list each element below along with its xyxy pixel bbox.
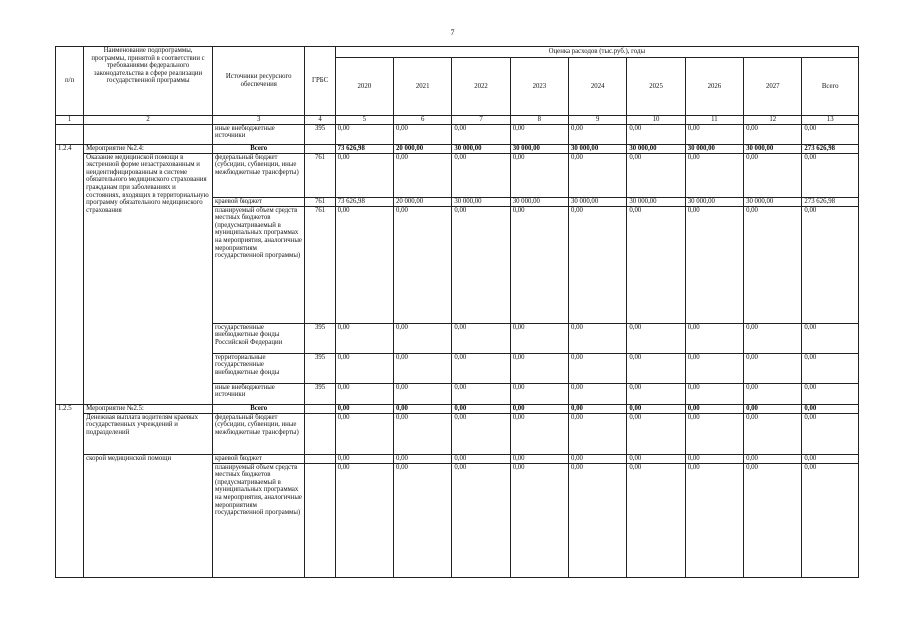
index-cell: 9 — [569, 116, 627, 125]
value-cell: 0,00 — [802, 454, 859, 463]
value-cell: 0,00 — [394, 454, 452, 463]
value-cell: 0,00 — [394, 463, 452, 577]
source-cell: планируемый объем средств местных бюджетов (предусматриваемый в муниципальных программах на мероприятия, аналогичные мероприятиям государственной программы) — [212, 463, 305, 577]
source-cell: Всего — [212, 144, 305, 153]
value-cell: 0,00 — [744, 383, 802, 404]
value-cell: 0,00 — [685, 404, 743, 413]
table-row — [56, 413, 859, 454]
measure-title: Мероприятие №2.5: — [84, 404, 213, 413]
value-cell: 30 000,00 — [452, 197, 510, 206]
grbs-cell — [305, 454, 335, 463]
value-cell: 0,00 — [452, 323, 510, 353]
value-cell: 0,00 — [335, 206, 393, 323]
value-cell: 0,00 — [452, 383, 510, 404]
grbs-cell — [305, 463, 335, 577]
value-cell: 0,00 — [394, 353, 452, 383]
value-cell: 0,00 — [569, 383, 627, 404]
value-cell: 30 000,00 — [510, 144, 568, 153]
value-cell: 0,00 — [394, 404, 452, 413]
value-cell: 0,00 — [394, 383, 452, 404]
source-cell: государственные внебюджетные фонды Российской Федерации — [212, 323, 305, 353]
value-cell: 0,00 — [452, 153, 510, 197]
value-cell: 0,00 — [627, 454, 685, 463]
value-cell: 73 626,98 — [335, 197, 393, 206]
value-cell: 30 000,00 — [627, 144, 685, 153]
value-cell: 0,00 — [744, 454, 802, 463]
value-cell: 30 000,00 — [627, 197, 685, 206]
expense-table — [55, 46, 859, 578]
header-year: 2021 — [394, 58, 452, 116]
value-cell: 30 000,00 — [510, 197, 568, 206]
grbs-cell: 395 — [305, 383, 335, 404]
grbs-cell: 761 — [305, 153, 335, 197]
value-cell: 0,00 — [569, 353, 627, 383]
value-cell: 0,00 — [335, 153, 393, 197]
value-cell: 30 000,00 — [685, 197, 743, 206]
value-cell: 0,00 — [510, 353, 568, 383]
value-cell: 20 000,00 — [394, 197, 452, 206]
value-cell: 273 626,98 — [802, 197, 859, 206]
value-cell: 30 000,00 — [744, 197, 802, 206]
source-cell: краевой бюджет — [212, 454, 305, 463]
value-cell: 0,00 — [744, 404, 802, 413]
value-cell: 0,00 — [802, 463, 859, 577]
value-cell: 0,00 — [569, 206, 627, 323]
value-cell: 0,00 — [510, 383, 568, 404]
value-cell: 0,00 — [627, 124, 685, 144]
value-cell: 0,00 — [394, 323, 452, 353]
index-cell: 7 — [452, 116, 510, 125]
value-cell: 273 626,98 — [802, 144, 859, 153]
value-cell: 0,00 — [627, 404, 685, 413]
index-cell: 2 — [84, 116, 213, 125]
index-cell: 8 — [510, 116, 568, 125]
table-row-total — [56, 404, 859, 413]
value-cell: 0,00 — [394, 413, 452, 454]
value-cell: 0,00 — [744, 206, 802, 323]
value-cell: 20 000,00 — [394, 144, 452, 153]
header-year: 2025 — [627, 58, 685, 116]
header-year: 2020 — [335, 58, 393, 116]
grbs-cell: 395 — [305, 323, 335, 353]
value-cell: 0,00 — [802, 404, 859, 413]
value-cell: 30 000,00 — [744, 144, 802, 153]
measure-title: Мероприятие №2.4: — [84, 144, 213, 153]
index-cell: 1 — [56, 116, 84, 125]
empty-cell — [84, 124, 213, 144]
row-number: 1.2.5 — [56, 404, 84, 577]
measure-description-cont: скорой медицинской помощи — [84, 454, 213, 577]
row-number: 1.2.4 — [56, 144, 84, 404]
value-cell: 0,00 — [452, 353, 510, 383]
source-cell: федеральный бюджет (субсидии, субвенции, иные межбюджетные трансферты) — [212, 413, 305, 454]
value-cell: 0,00 — [569, 153, 627, 197]
value-cell: 0,00 — [335, 404, 393, 413]
index-cell: 12 — [744, 116, 802, 125]
value-cell: 0,00 — [802, 153, 859, 197]
value-cell: 0,00 — [569, 413, 627, 454]
index-cell: 11 — [685, 116, 743, 125]
source-cell: иные внебюджетные источники — [212, 383, 305, 404]
table-row — [56, 124, 859, 144]
empty-cell — [56, 124, 84, 144]
grbs-cell — [305, 413, 335, 454]
header-estimate: Оценка расходов (тыс.руб.), годы — [335, 47, 858, 58]
header-year: 2026 — [685, 58, 743, 116]
index-cell: 5 — [335, 116, 393, 125]
source-cell: федеральный бюджет (субсидии, субвенции, иные межбюджетные трансферты) — [212, 153, 305, 197]
header-year: 2022 — [452, 58, 510, 116]
value-cell: 0,00 — [685, 206, 743, 323]
value-cell: 0,00 — [627, 413, 685, 454]
index-row — [56, 116, 859, 125]
value-cell: 0,00 — [685, 413, 743, 454]
source-cell: краевой бюджет — [212, 197, 305, 206]
value-cell: 30 000,00 — [569, 197, 627, 206]
value-cell: 0,00 — [744, 153, 802, 197]
value-cell: 0,00 — [685, 463, 743, 577]
value-cell: 0,00 — [510, 413, 568, 454]
value-cell: 30 000,00 — [685, 144, 743, 153]
grbs-cell: 761 — [305, 206, 335, 323]
index-cell: 6 — [394, 116, 452, 125]
source-cell: территориальные государственные внебюджетные фонды — [212, 353, 305, 383]
value-cell: 0,00 — [685, 383, 743, 404]
source-cell: планируемый объем средств местных бюджетов (предусматриваемый в муниципальных программах на мероприятия, аналогичные мероприятиям государственной программы) — [212, 206, 305, 323]
value-cell: 0,00 — [452, 206, 510, 323]
value-cell: 0,00 — [510, 404, 568, 413]
value-cell: 0,00 — [510, 206, 568, 323]
source-cell: Всего — [212, 404, 305, 413]
grbs-cell: 761 — [305, 197, 335, 206]
table-row-total — [56, 144, 859, 153]
header-grbs: ГРБС — [305, 47, 335, 116]
value-cell: 0,00 — [685, 454, 743, 463]
value-cell: 0,00 — [685, 153, 743, 197]
value-cell: 0,00 — [510, 454, 568, 463]
value-cell: 0,00 — [510, 124, 568, 144]
value-cell: 0,00 — [569, 404, 627, 413]
source-cell: иные внебюджетные источники — [212, 124, 305, 144]
value-cell: 0,00 — [569, 323, 627, 353]
value-cell: 0,00 — [627, 463, 685, 577]
index-cell: 13 — [802, 116, 859, 125]
value-cell: 0,00 — [335, 124, 393, 144]
table-row — [56, 454, 859, 463]
value-cell: 0,00 — [685, 323, 743, 353]
value-cell: 0,00 — [685, 353, 743, 383]
value-cell: 0,00 — [510, 153, 568, 197]
value-cell: 0,00 — [452, 454, 510, 463]
value-cell: 0,00 — [802, 323, 859, 353]
value-cell: 0,00 — [627, 383, 685, 404]
value-cell: 0,00 — [802, 383, 859, 404]
value-cell: 0,00 — [510, 463, 568, 577]
value-cell: 0,00 — [452, 463, 510, 577]
value-cell: 0,00 — [335, 353, 393, 383]
value-cell: 0,00 — [335, 413, 393, 454]
value-cell: 0,00 — [744, 323, 802, 353]
value-cell: 0,00 — [452, 404, 510, 413]
value-cell: 0,00 — [744, 413, 802, 454]
header-name: Наименование подпрограммы, программы, принятой в соответствии с требованиями федерального законодательства в сфере реализации государственной программы — [84, 47, 213, 116]
value-cell: 0,00 — [627, 323, 685, 353]
value-cell: 0,00 — [569, 454, 627, 463]
header-year: 2023 — [510, 58, 568, 116]
grbs-cell: 395 — [305, 124, 335, 144]
grbs-cell — [305, 404, 335, 413]
table-row — [56, 153, 859, 197]
header-num: п/п — [56, 47, 84, 116]
value-cell: 0,00 — [394, 124, 452, 144]
value-cell: 0,00 — [627, 353, 685, 383]
value-cell: 0,00 — [627, 153, 685, 197]
value-cell: 0,00 — [569, 463, 627, 577]
grbs-cell — [305, 144, 335, 153]
value-cell: 0,00 — [452, 413, 510, 454]
index-cell: 3 — [212, 116, 305, 125]
grbs-cell: 395 — [305, 353, 335, 383]
value-cell: 0,00 — [802, 206, 859, 323]
measure-description: Денежная выплата водителям краевых государственных учреждений и подразделений — [84, 413, 213, 454]
value-cell: 0,00 — [394, 206, 452, 323]
measure-description: Оказание медицинской помощи в экстренной форме незастрахованным и неидентифицированным в системе обязательного медицинского страхования гражданам при заболеваниях и состояниях, входящих в территориальную программу обязательного медицинского страхования — [84, 153, 213, 404]
value-cell: 0,00 — [510, 323, 568, 353]
value-cell: 30 000,00 — [452, 144, 510, 153]
header-year: 2024 — [569, 58, 627, 116]
index-cell: 4 — [305, 116, 335, 125]
value-cell: 73 626,98 — [335, 144, 393, 153]
header-row-top — [56, 47, 859, 58]
page-number: 7 — [450, 28, 455, 37]
value-cell: 0,00 — [685, 124, 743, 144]
value-cell: 30 000,00 — [569, 144, 627, 153]
value-cell: 0,00 — [627, 206, 685, 323]
value-cell: 0,00 — [744, 353, 802, 383]
value-cell: 0,00 — [335, 323, 393, 353]
value-cell: 0,00 — [335, 383, 393, 404]
value-cell: 0,00 — [802, 353, 859, 383]
header-source: Источники ресурсного обеспечения — [212, 47, 305, 116]
value-cell: 0,00 — [744, 124, 802, 144]
value-cell: 0,00 — [802, 413, 859, 454]
value-cell: 0,00 — [335, 463, 393, 577]
value-cell: 0,00 — [802, 124, 859, 144]
value-cell: 0,00 — [744, 463, 802, 577]
value-cell: 0,00 — [335, 454, 393, 463]
value-cell: 0,00 — [569, 124, 627, 144]
index-cell: 10 — [627, 116, 685, 125]
header-year: 2027 — [744, 58, 802, 116]
value-cell: 0,00 — [394, 153, 452, 197]
header-total: Всего — [802, 58, 859, 116]
value-cell: 0,00 — [452, 124, 510, 144]
